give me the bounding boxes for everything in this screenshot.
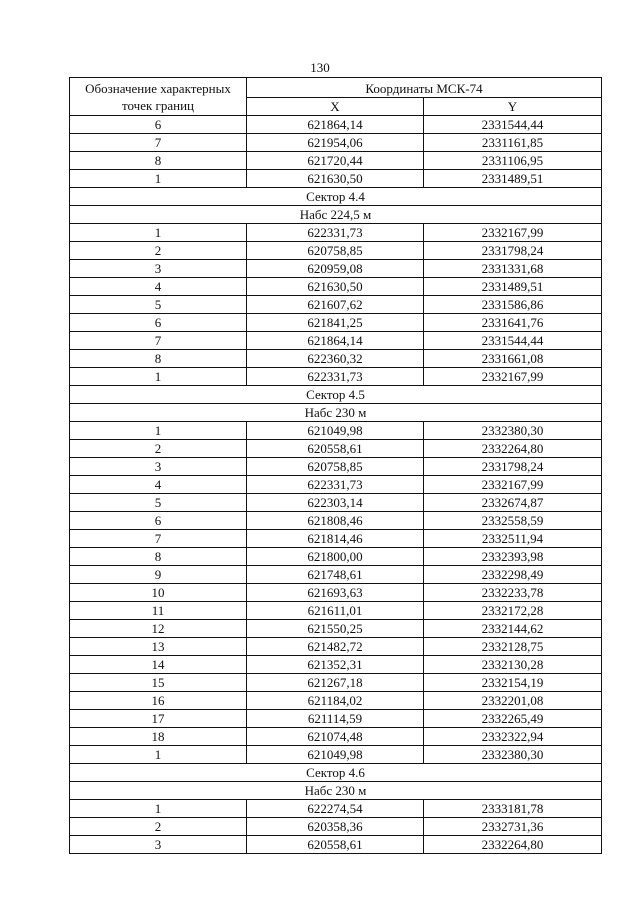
section-title: Сектор 4.5 — [70, 386, 602, 404]
point-number-cell: 6 — [70, 314, 247, 332]
y-coordinate-cell: 2332380,30 — [424, 746, 602, 764]
y-coordinate-cell: 2332264,80 — [424, 440, 602, 458]
table-row — [70, 170, 602, 188]
y-coordinate-cell: 2332167,99 — [424, 368, 602, 386]
x-column-header: X — [247, 98, 424, 116]
x-coordinate-cell: 622360,32 — [247, 350, 424, 368]
y-coordinate-cell: 2332130,28 — [424, 656, 602, 674]
x-coordinate-cell: 620558,61 — [247, 836, 424, 854]
point-number-cell: 5 — [70, 494, 247, 512]
y-coordinate-cell: 2332511,94 — [424, 530, 602, 548]
y-coordinate-cell: 2332674,87 — [424, 494, 602, 512]
y-coordinate-cell: 2332298,49 — [424, 566, 602, 584]
x-coordinate-cell: 621841,25 — [247, 314, 424, 332]
x-coordinate-cell: 620758,85 — [247, 242, 424, 260]
y-coordinate-cell: 2332167,99 — [424, 224, 602, 242]
y-coordinate-cell: 2332558,59 — [424, 512, 602, 530]
point-number-cell: 2 — [70, 818, 247, 836]
x-coordinate-cell: 621748,61 — [247, 566, 424, 584]
y-coordinate-cell: 2332154,19 — [424, 674, 602, 692]
y-coordinate-cell: 2332144,62 — [424, 620, 602, 638]
table-row — [70, 584, 602, 602]
y-coordinate-cell: 2331331,68 — [424, 260, 602, 278]
x-coordinate-cell: 620558,61 — [247, 440, 424, 458]
y-coordinate-cell: 2332233,78 — [424, 584, 602, 602]
x-coordinate-cell: 621352,31 — [247, 656, 424, 674]
x-coordinate-cell: 621800,00 — [247, 548, 424, 566]
point-number-cell: 7 — [70, 134, 247, 152]
x-coordinate-cell: 621267,18 — [247, 674, 424, 692]
table-row — [70, 530, 602, 548]
table-row — [70, 566, 602, 584]
point-number-cell: 4 — [70, 278, 247, 296]
point-number-cell: 10 — [70, 584, 247, 602]
x-coordinate-cell: 621114,59 — [247, 710, 424, 728]
table-row — [70, 602, 602, 620]
x-coordinate-cell: 621049,98 — [247, 746, 424, 764]
y-coordinate-cell: 2331544,44 — [424, 332, 602, 350]
table-row — [70, 422, 602, 440]
table-row — [70, 638, 602, 656]
y-coordinate-cell: 2331798,24 — [424, 242, 602, 260]
point-number-cell: 8 — [70, 548, 247, 566]
x-coordinate-cell: 621864,14 — [247, 116, 424, 134]
section-row — [70, 764, 602, 782]
section-row — [70, 206, 602, 224]
y-coordinate-cell: 2332167,99 — [424, 476, 602, 494]
y-coordinate-cell: 2331544,44 — [424, 116, 602, 134]
y-coordinate-cell: 2332380,30 — [424, 422, 602, 440]
y-coordinate-cell: 2331489,51 — [424, 170, 602, 188]
section-title: Сектор 4.4 — [70, 188, 602, 206]
y-coordinate-cell: 2332172,28 — [424, 602, 602, 620]
point-number-cell: 3 — [70, 260, 247, 278]
point-number-cell: 6 — [70, 116, 247, 134]
point-number-cell: 1 — [70, 224, 247, 242]
y-coordinate-cell: 2332322,94 — [424, 728, 602, 746]
y-coordinate-cell: 2331489,51 — [424, 278, 602, 296]
table-row — [70, 260, 602, 278]
point-number-cell: 8 — [70, 152, 247, 170]
section-title: Набс 230 м — [70, 782, 602, 800]
table-row — [70, 350, 602, 368]
table-row — [70, 242, 602, 260]
table-row — [70, 134, 602, 152]
x-coordinate-cell: 621184,02 — [247, 692, 424, 710]
table-row — [70, 440, 602, 458]
y-coordinate-cell: 2332264,80 — [424, 836, 602, 854]
point-number-cell: 18 — [70, 728, 247, 746]
point-number-cell: 1 — [70, 368, 247, 386]
point-designation-header: Обозначение характерных точек границ — [70, 78, 247, 116]
x-coordinate-cell: 621482,72 — [247, 638, 424, 656]
x-coordinate-cell: 621550,25 — [247, 620, 424, 638]
coordinates-table — [69, 77, 602, 854]
x-coordinate-cell: 621611,01 — [247, 602, 424, 620]
table-row — [70, 836, 602, 854]
point-number-cell: 4 — [70, 476, 247, 494]
table-row — [70, 116, 602, 134]
x-coordinate-cell: 622331,73 — [247, 476, 424, 494]
point-number-cell: 7 — [70, 530, 247, 548]
y-coordinate-cell: 2332128,75 — [424, 638, 602, 656]
point-number-cell: 1 — [70, 800, 247, 818]
table-row — [70, 368, 602, 386]
x-coordinate-cell: 621693,63 — [247, 584, 424, 602]
table-row — [70, 800, 602, 818]
section-row — [70, 782, 602, 800]
point-number-cell: 17 — [70, 710, 247, 728]
table-row — [70, 458, 602, 476]
x-coordinate-cell: 622303,14 — [247, 494, 424, 512]
y-coordinate-cell: 2331661,08 — [424, 350, 602, 368]
point-number-cell: 8 — [70, 350, 247, 368]
y-coordinate-cell: 2332265,49 — [424, 710, 602, 728]
y-coordinate-cell: 2332731,36 — [424, 818, 602, 836]
table-row — [70, 296, 602, 314]
y-column-header: Y — [424, 98, 602, 116]
point-number-cell: 11 — [70, 602, 247, 620]
y-coordinate-cell: 2331641,76 — [424, 314, 602, 332]
point-number-cell: 12 — [70, 620, 247, 638]
y-coordinate-cell: 2331106,95 — [424, 152, 602, 170]
section-row — [70, 404, 602, 422]
section-title: Сектор 4.6 — [70, 764, 602, 782]
table-header — [70, 78, 602, 116]
point-number-cell: 1 — [70, 746, 247, 764]
y-coordinate-cell: 2331161,85 — [424, 134, 602, 152]
x-coordinate-cell: 621808,46 — [247, 512, 424, 530]
x-coordinate-cell: 622274,54 — [247, 800, 424, 818]
table-row — [70, 620, 602, 638]
point-number-cell: 2 — [70, 242, 247, 260]
x-coordinate-cell: 620758,85 — [247, 458, 424, 476]
table-row — [70, 332, 602, 350]
table-row — [70, 818, 602, 836]
x-coordinate-cell: 621630,50 — [247, 170, 424, 188]
x-coordinate-cell: 621630,50 — [247, 278, 424, 296]
y-coordinate-cell: 2332393,98 — [424, 548, 602, 566]
x-coordinate-cell: 621814,46 — [247, 530, 424, 548]
table-row — [70, 476, 602, 494]
point-number-cell: 13 — [70, 638, 247, 656]
point-number-cell: 15 — [70, 674, 247, 692]
page-number: 130 — [310, 60, 330, 75]
point-number-cell: 7 — [70, 332, 247, 350]
y-coordinate-cell: 2333181,78 — [424, 800, 602, 818]
x-coordinate-cell: 621607,62 — [247, 296, 424, 314]
table-row — [70, 746, 602, 764]
table-body — [70, 116, 602, 854]
table-row — [70, 152, 602, 170]
section-title: Набс 224,5 м — [70, 206, 602, 224]
table-row — [70, 314, 602, 332]
x-coordinate-cell: 621049,98 — [247, 422, 424, 440]
table-row — [70, 512, 602, 530]
section-row — [70, 188, 602, 206]
y-coordinate-cell: 2331586,86 — [424, 296, 602, 314]
table-row — [70, 674, 602, 692]
table-row — [70, 548, 602, 566]
point-number-cell: 1 — [70, 170, 247, 188]
coordinate-system-header: Координаты МСК-74 — [247, 78, 602, 98]
x-coordinate-cell: 621720,44 — [247, 152, 424, 170]
table-row — [70, 656, 602, 674]
table-row — [70, 494, 602, 512]
y-coordinate-cell: 2332201,08 — [424, 692, 602, 710]
section-row — [70, 386, 602, 404]
point-number-cell: 3 — [70, 458, 247, 476]
x-coordinate-cell: 621954,06 — [247, 134, 424, 152]
point-number-cell: 2 — [70, 440, 247, 458]
x-coordinate-cell: 621074,48 — [247, 728, 424, 746]
point-number-cell: 6 — [70, 512, 247, 530]
point-number-cell: 14 — [70, 656, 247, 674]
point-number-cell: 3 — [70, 836, 247, 854]
x-coordinate-cell: 622331,73 — [247, 224, 424, 242]
table-row — [70, 710, 602, 728]
y-coordinate-cell: 2331798,24 — [424, 458, 602, 476]
table-row — [70, 224, 602, 242]
table-row — [70, 692, 602, 710]
table-row — [70, 278, 602, 296]
table-row — [70, 728, 602, 746]
point-number-cell: 16 — [70, 692, 247, 710]
x-coordinate-cell: 621864,14 — [247, 332, 424, 350]
point-number-cell: 9 — [70, 566, 247, 584]
x-coordinate-cell: 620959,08 — [247, 260, 424, 278]
point-number-cell: 5 — [70, 296, 247, 314]
point-number-cell: 1 — [70, 422, 247, 440]
x-coordinate-cell: 622331,73 — [247, 368, 424, 386]
x-coordinate-cell: 620358,36 — [247, 818, 424, 836]
section-title: Набс 230 м — [70, 404, 602, 422]
